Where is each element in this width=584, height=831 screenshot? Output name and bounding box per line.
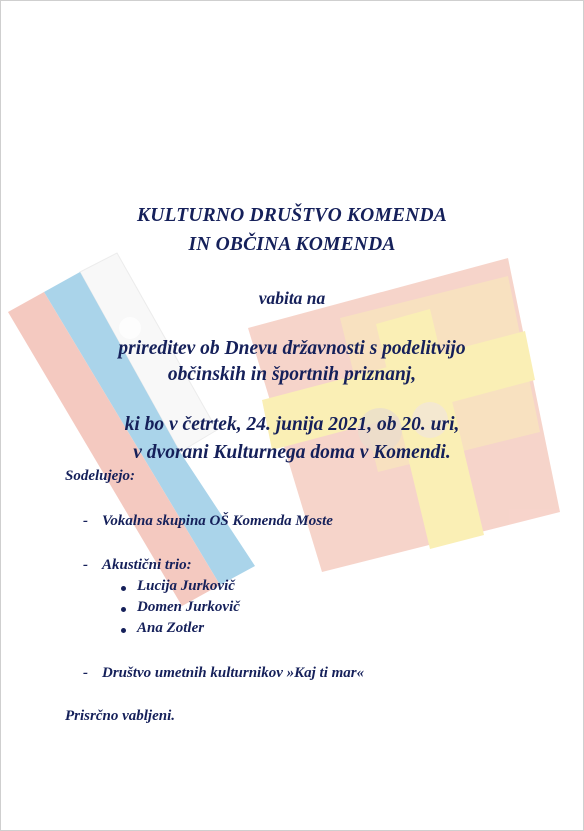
bullet — [121, 607, 126, 612]
bullet — [121, 586, 126, 591]
list-dash: - — [83, 513, 88, 529]
event-line-1: prireditev ob Dnevu državnosti s podelitvijo — [118, 338, 466, 359]
invite-line: vabita na — [258, 288, 326, 308]
title-line-2: IN OBČINA KOMENDA — [188, 234, 396, 255]
list-dash: - — [83, 557, 88, 573]
closing-line: Prisrčno vabljeni. — [65, 708, 176, 724]
participant-item: Društvo umetnih kulturnikov »Kaj ti mar« — [102, 665, 365, 681]
event-line-2: občinskih in športnih priznanj, — [167, 364, 417, 385]
venue-line: v dvorani Kulturnega doma v Komendi. — [133, 442, 451, 463]
trio-member: Lucija Jurkovič — [137, 578, 235, 594]
list-dash: - — [83, 665, 88, 681]
participants-heading: Sodelujejo: — [65, 468, 135, 484]
participant-item: Akustični trio: — [102, 557, 192, 573]
bullet — [121, 628, 126, 633]
trio-member: Domen Jurkovič — [137, 599, 240, 615]
trio-member: Ana Zotler — [137, 620, 205, 636]
date-time-line: ki bo v četrtek, 24. junija 2021, ob 20. uri, — [124, 414, 460, 435]
title-line-1: KULTURNO DRUŠTVO KOMENDA — [137, 205, 447, 226]
participant-item: Vokalna skupina OŠ Komenda Moste — [102, 513, 333, 529]
